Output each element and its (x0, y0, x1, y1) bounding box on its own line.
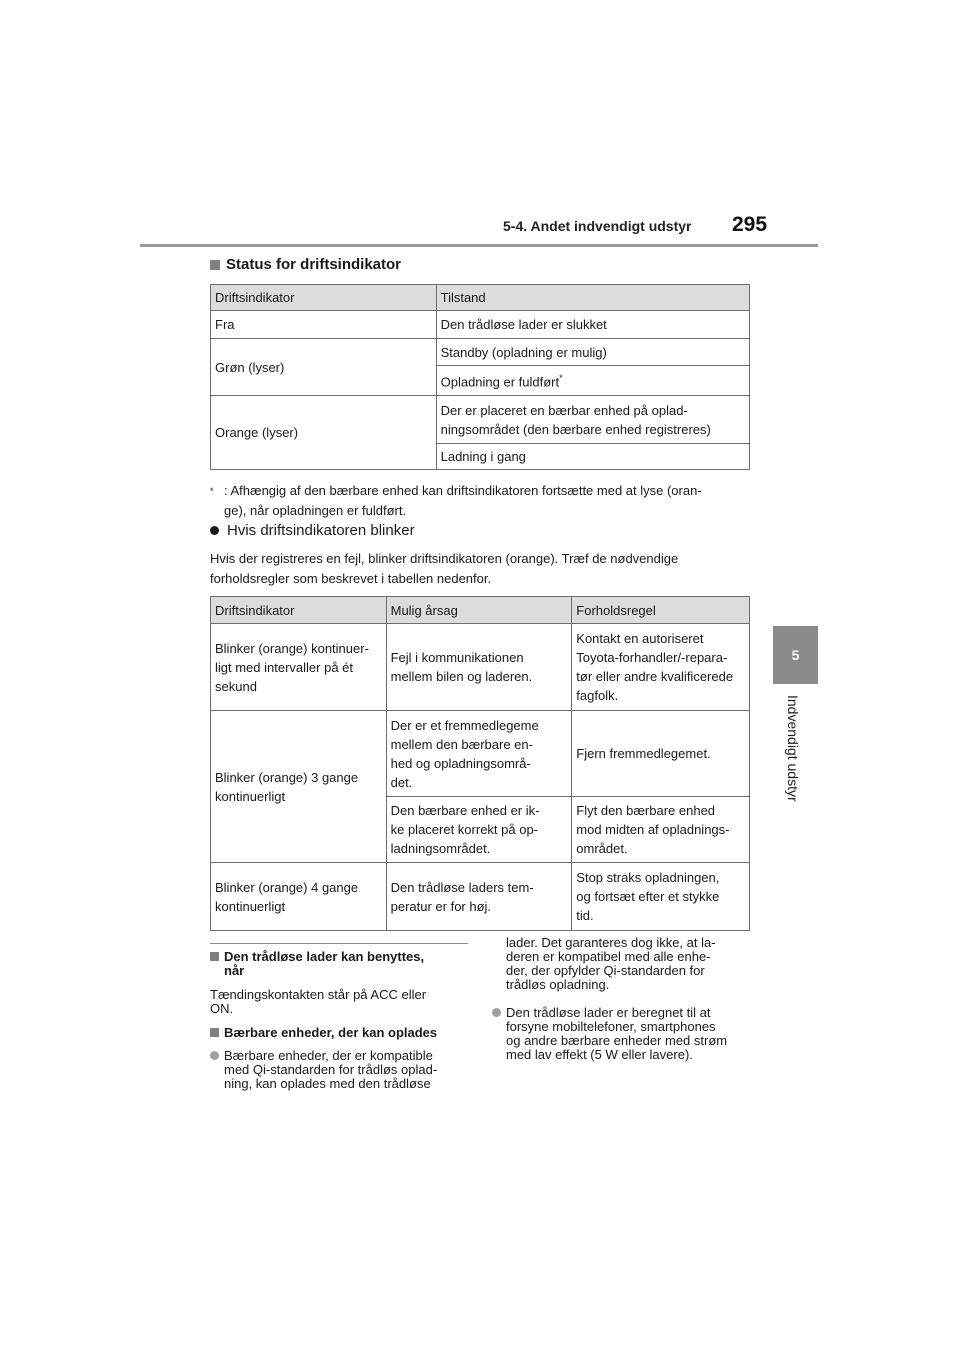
indicator-cell: Blinker (orange) 4 gange kontinuerligt (211, 863, 387, 931)
state-cell: Der er placeret en bærbar enhed på oplad- ningsområdet (den bærbare enhed registreres) (436, 396, 749, 444)
action-cell: Stop straks opladningen, og fortsæt efter et stykke tid. (572, 863, 750, 931)
footnote-mark: * (559, 373, 563, 384)
section-heading (210, 256, 401, 273)
table-row (211, 311, 750, 339)
table-header-row (211, 597, 750, 624)
state-cell (436, 366, 749, 396)
column-header: Forholdsregel (572, 597, 750, 624)
table-row (211, 711, 750, 797)
action-cell: Flyt den bærbare enhed mod midten af opladnings- området. (572, 797, 750, 863)
square-bullet-icon (210, 952, 219, 961)
blink-heading (210, 522, 415, 539)
state-text: Opladning er fuldført (440, 374, 560, 390)
indicator-cell: Grøn (lyser) (211, 339, 437, 396)
table-row (211, 624, 750, 711)
action-cell: Fjern fremmedlegemet. (572, 711, 750, 797)
blink-intro: Hvis der registreres en fejl, blinker driftsindikatoren (orange). Træf de nødvendige forholdsregler som beskrevet i tabellen nedenfor. (210, 551, 679, 586)
note-bullet: Den trådløse lader er beregnet til at forsyne mobiltelefoner, smartphones og andre bærbare enheder med strøm med lav effekt (5 W eller lavere). (506, 1005, 728, 1062)
indicator-status-table (210, 284, 750, 470)
chapter-number: 5 (791, 647, 800, 663)
note-bullet-continued: lader. Det garanteres dog ikke, at la- deren er kompatibel med alle enhe- der, der opfylder Qi-standarden for trådløs opladning. (506, 935, 716, 992)
chapter-title: Indvendigt udstyr (785, 695, 801, 802)
chapter-side-label (785, 695, 807, 825)
column-header: Mulig årsag (386, 597, 572, 624)
section-heading-text: Status for driftsindikator (226, 256, 402, 273)
round-bullet-icon (492, 1008, 501, 1017)
table-row (211, 863, 750, 931)
footnote-mark: * (210, 486, 214, 496)
action-cell: Kontakt en autoriseret Toyota-forhandler/-repara- tør eller andre kvalificerede fagfolk. (572, 624, 750, 711)
square-bullet-icon (210, 1028, 219, 1037)
footnote-text: : Afhængig af den bærbare enhed kan driftsindikatoren fortsætte med at lyse (oran- ge), når opladningen er fuldført. (224, 483, 702, 518)
section-header-title: 5-4. Andet indvendigt udstyr (503, 218, 692, 234)
note-heading: Bærbare enheder, der kan oplades (224, 1025, 438, 1040)
column-header: Driftsindikator (211, 597, 387, 624)
header-divider (140, 244, 818, 247)
table-header-row (211, 285, 750, 311)
note-text: Tændingskontakten står på ACC eller ON. (210, 987, 427, 1016)
blink-heading-text: Hvis driftsindikatoren blinker (227, 522, 415, 539)
column-header: Tilstand (436, 285, 749, 311)
indicator-cell: Blinker (orange) kontinuer- ligt med intervaller på ét sekund (211, 624, 387, 711)
round-bullet-icon (210, 526, 219, 535)
page-number: 295 (732, 213, 768, 236)
state-cell: Den trådløse lader er slukket (436, 311, 749, 339)
notes-divider (210, 943, 468, 944)
chapter-tab (773, 626, 818, 684)
square-bullet-icon (210, 260, 220, 270)
troubleshooting-table (210, 596, 750, 931)
indicator-cell: Blinker (orange) 3 gange kontinuerligt (211, 711, 387, 863)
column-header: Driftsindikator (211, 285, 437, 311)
state-cell: Standby (opladning er mulig) (436, 339, 749, 366)
cause-cell: Den trådløse laders tem- peratur er for høj. (386, 863, 572, 931)
table-row (211, 339, 750, 366)
cause-cell: Der er et fremmedlegeme mellem den bærbare en- hed og opladningsområ- det. (386, 711, 572, 797)
cause-cell: Den bærbare enhed er ik- ke placeret korrekt på op- ladningsområdet. (386, 797, 572, 863)
round-bullet-icon (210, 1051, 219, 1060)
indicator-cell: Orange (lyser) (211, 396, 437, 470)
table-row (211, 396, 750, 444)
state-cell: Ladning i gang (436, 444, 749, 470)
note-bullet: Bærbare enheder, der er kompatible med Qi-standarden for trådløs oplad- ning, kan oplades med den trådløse (224, 1048, 438, 1091)
indicator-cell: Fra (211, 311, 437, 339)
note-heading: Den trådløse lader kan benyttes, når (224, 949, 425, 978)
footnote (210, 481, 755, 521)
cause-cell: Fejl i kommunikationen mellem bilen og laderen. (386, 624, 572, 711)
